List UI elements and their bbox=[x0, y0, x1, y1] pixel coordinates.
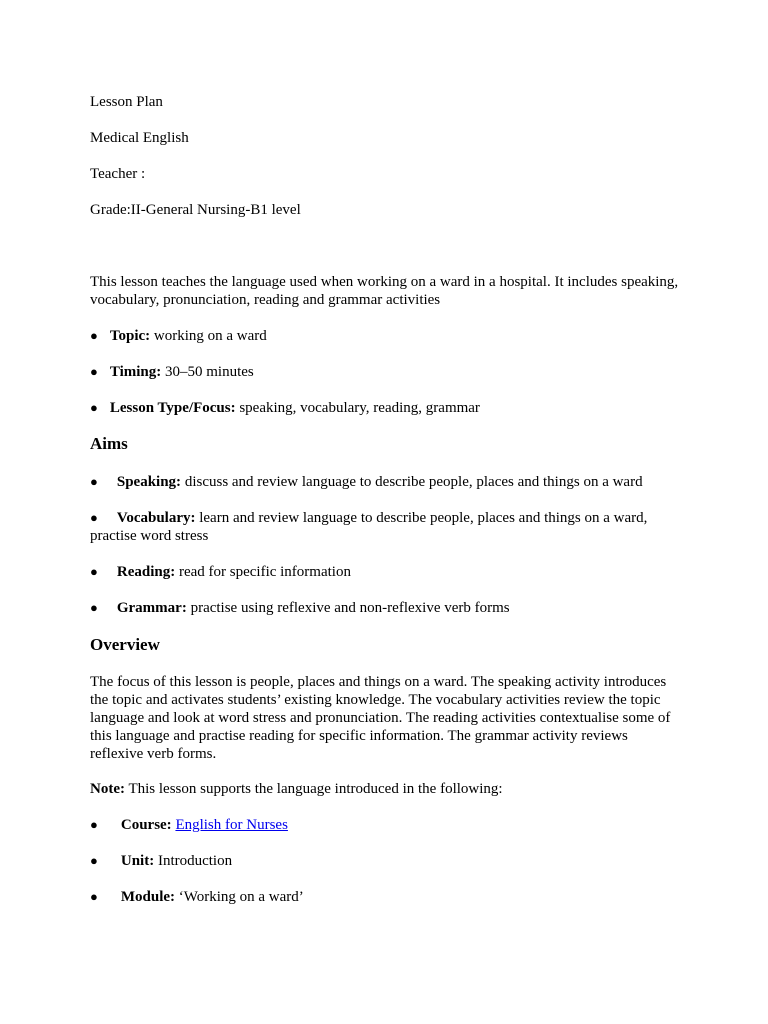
aim-value: practise using reflexive and non-reflexive verb forms bbox=[186, 600, 510, 616]
detail-topic bbox=[90, 327, 680, 345]
aims-heading: Aims bbox=[90, 434, 128, 453]
aim-value: learn and review language to describe people, places and things on a ward, practise word stress bbox=[90, 510, 648, 544]
doc-subject: Medical English bbox=[90, 130, 189, 146]
bullet-icon: ● bbox=[90, 817, 98, 832]
support-label: Module: bbox=[120, 889, 176, 905]
bullet-icon: ● bbox=[90, 364, 98, 379]
aim-label: Speaking: bbox=[116, 474, 182, 490]
overview-paragraph: The focus of this lesson is people, places and things on a ward. The speaking activity introduces the topic and activates students’ existing knowledge. The vocabulary activities review the topic language and look at word stress and pronunciation. The reading activities contextualise some of this language and practise reading for specific information. The grammar activity reviews reflexive verb forms. bbox=[90, 674, 671, 762]
bullet-icon: ● bbox=[90, 510, 98, 525]
note-label: Note: bbox=[90, 781, 125, 797]
bullet-icon: ● bbox=[90, 328, 98, 343]
detail-label: Timing: bbox=[109, 364, 162, 380]
support-value: ‘Working on a ward’ bbox=[175, 889, 304, 905]
bullet-icon: ● bbox=[90, 600, 98, 615]
bullet-icon: ● bbox=[90, 400, 98, 415]
aim-speaking bbox=[90, 473, 680, 491]
detail-timing bbox=[90, 363, 680, 381]
doc-grade: Grade:II-General Nursing-B1 level bbox=[90, 202, 301, 218]
aim-value: discuss and review language to describe people, places and things on a ward bbox=[181, 474, 643, 490]
bullet-icon: ● bbox=[90, 474, 98, 489]
aim-value: read for specific information bbox=[175, 564, 351, 580]
aim-label: Reading: bbox=[116, 564, 176, 580]
support-module bbox=[90, 888, 680, 906]
aim-grammar bbox=[90, 599, 680, 617]
bullet-icon: ● bbox=[90, 889, 98, 904]
support-unit bbox=[90, 852, 680, 870]
detail-label: Topic: bbox=[109, 328, 151, 344]
overview-heading: Overview bbox=[90, 635, 160, 654]
aim-label: Vocabulary: bbox=[116, 510, 196, 526]
support-course bbox=[90, 816, 680, 834]
note-text: This lesson supports the language introduced in the following: bbox=[124, 781, 503, 797]
detail-lesson-type bbox=[90, 399, 680, 417]
detail-label: Lesson Type/Focus: bbox=[109, 400, 236, 416]
aim-reading bbox=[90, 563, 680, 581]
detail-value: 30–50 minutes bbox=[161, 364, 254, 380]
aim-label: Grammar: bbox=[116, 600, 187, 616]
support-value: Introduction bbox=[154, 853, 233, 869]
aim-vocabulary bbox=[90, 509, 680, 545]
bullet-icon: ● bbox=[90, 564, 98, 579]
doc-title: Lesson Plan bbox=[90, 94, 163, 110]
intro-paragraph: This lesson teaches the language used when working on a ward in a hospital. It includes speaking, vocabulary, pronunciation, reading and grammar activities bbox=[90, 274, 679, 308]
course-link[interactable]: English for Nurses bbox=[175, 817, 288, 833]
detail-value: speaking, vocabulary, reading, grammar bbox=[235, 400, 480, 416]
support-label: Unit: bbox=[120, 853, 155, 869]
support-label: Course: bbox=[120, 817, 172, 833]
detail-value: working on a ward bbox=[150, 328, 267, 344]
note-line bbox=[90, 780, 503, 798]
doc-teacher: Teacher : bbox=[90, 166, 146, 182]
bullet-icon: ● bbox=[90, 853, 98, 868]
